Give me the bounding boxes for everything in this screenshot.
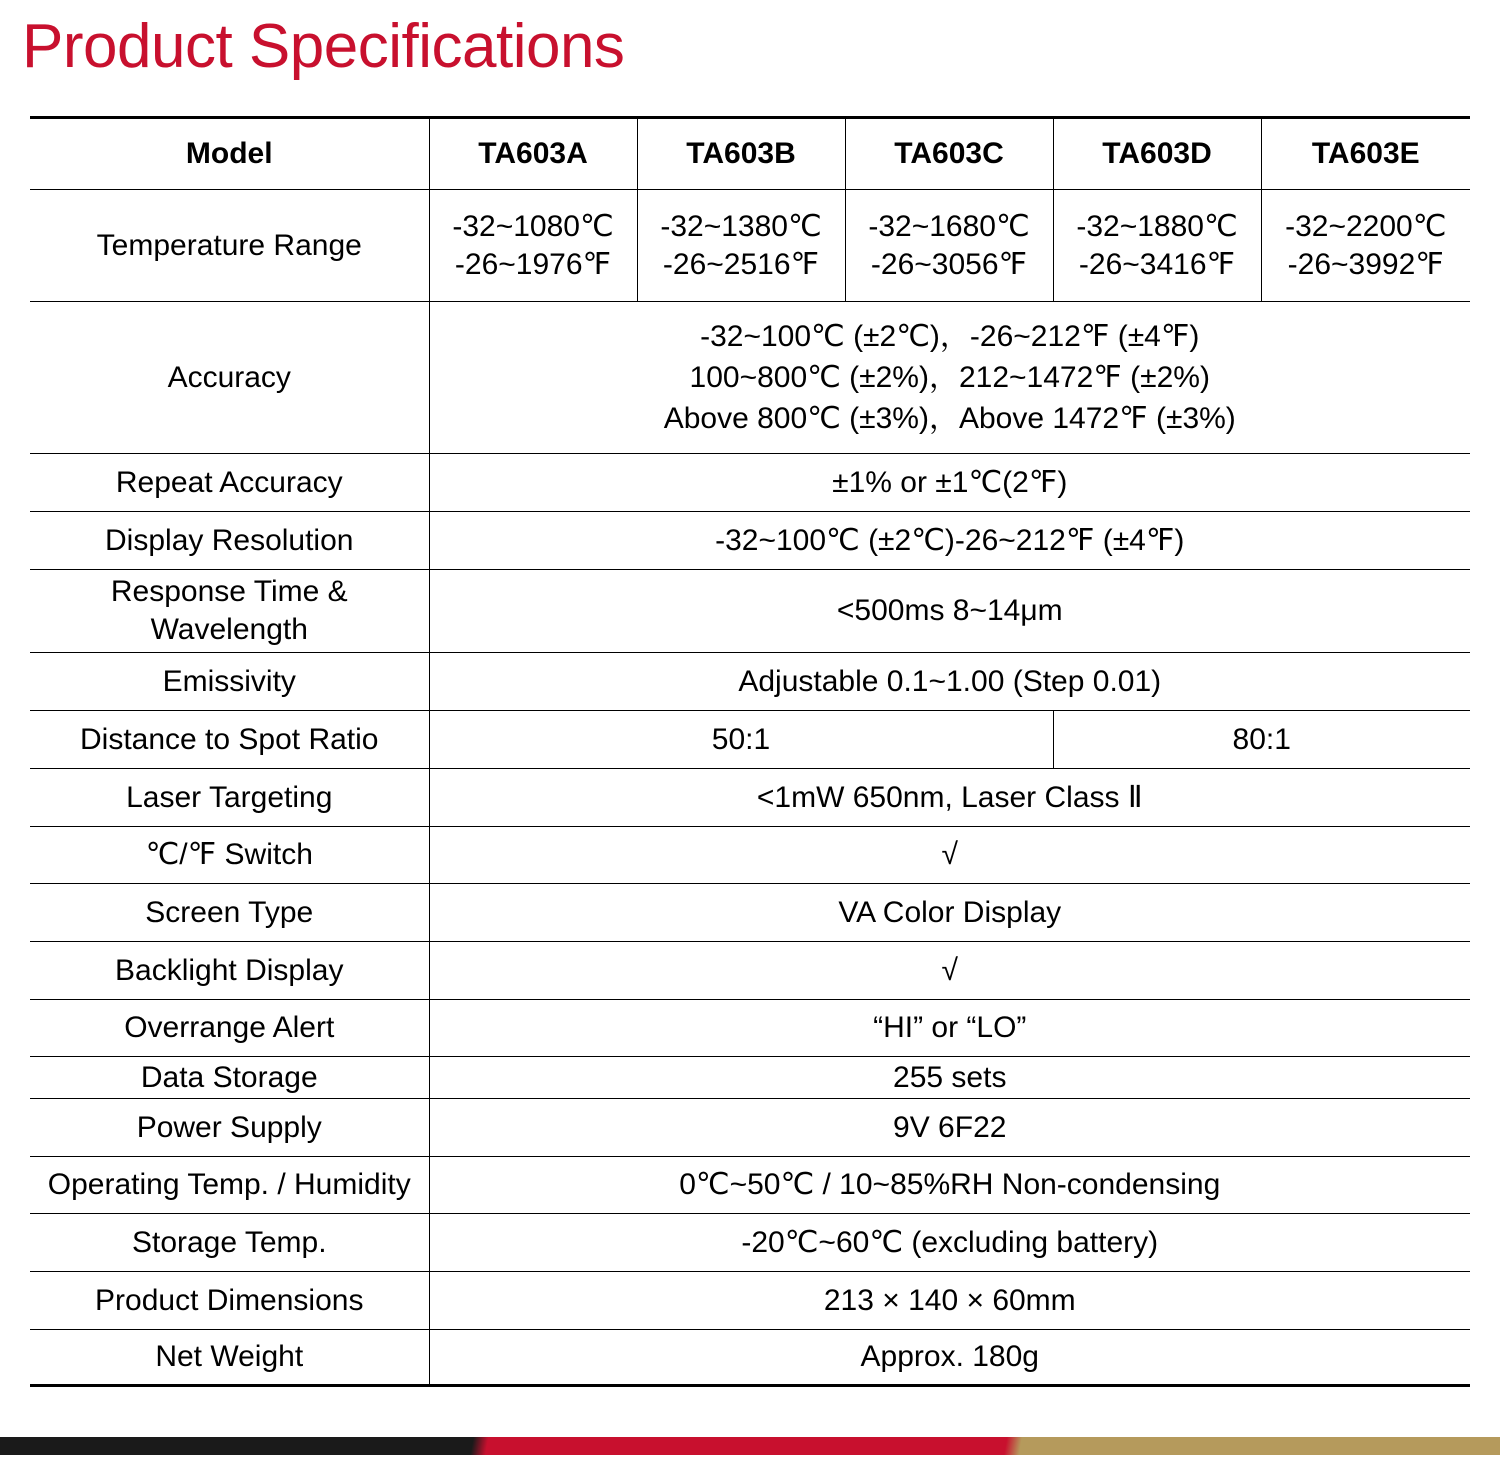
row-label: Data Storage: [30, 1057, 429, 1099]
row-label: Repeat Accuracy: [30, 454, 429, 512]
celsius-range: -32~1080℃: [452, 209, 614, 243]
display-resolution-value: -32~100℃ (±2℃)-26~212℉ (±4℉): [429, 512, 1470, 570]
overrange-alert-row: [30, 1000, 1470, 1057]
operating-temp-value: 0℃~50℃ / 10~85%RH Non-condensing: [429, 1157, 1470, 1214]
product-dimensions-row: [30, 1272, 1470, 1330]
data-storage-value: 255 sets: [429, 1057, 1470, 1099]
display-resolution-row: [30, 512, 1470, 570]
power-supply-row: [30, 1099, 1470, 1157]
power-supply-value: 9V 6F22: [429, 1099, 1470, 1157]
screen-type-value: VA Color Display: [429, 884, 1470, 942]
laser-targeting-value: <1mW 650nm, Laser Class Ⅱ: [429, 769, 1470, 827]
unit-switch-row: [30, 827, 1470, 884]
model-ta603c: TA603C: [845, 118, 1053, 190]
accuracy-row: [30, 302, 1470, 454]
response-time-value: <500ms 8~14μm: [429, 570, 1470, 653]
spec-table: [30, 116, 1470, 1387]
row-label: Power Supply: [30, 1099, 429, 1157]
row-label: Overrange Alert: [30, 1000, 429, 1057]
row-label: Operating Temp. / Humidity: [30, 1157, 429, 1214]
response-time-row: [30, 570, 1470, 653]
fahrenheit-range: -26~1976℉: [454, 247, 612, 281]
accuracy-value: [429, 302, 1470, 454]
row-label: [30, 570, 429, 653]
row-label: Temperature Range: [30, 190, 429, 302]
temp-range-ta603c: [845, 190, 1053, 302]
page-title: Product Specifications: [22, 12, 625, 81]
net-weight-row: [30, 1330, 1470, 1386]
overrange-alert-value: “HI” or “LO”: [429, 1000, 1470, 1057]
model-ta603b: TA603B: [637, 118, 845, 190]
row-label: Laser Targeting: [30, 769, 429, 827]
laser-targeting-row: [30, 769, 1470, 827]
accuracy-line: -32~100℃ (±2℃)，-26~212℉ (±4℉): [700, 320, 1200, 353]
row-label: Screen Type: [30, 884, 429, 942]
emissivity-value: Adjustable 0.1~1.00 (Step 0.01): [429, 653, 1470, 711]
row-label: Distance to Spot Ratio: [30, 711, 429, 769]
net-weight-value: Approx. 180g: [429, 1330, 1470, 1386]
fahrenheit-range: -26~2516℉: [662, 247, 820, 281]
fahrenheit-range: -26~3416℉: [1078, 247, 1236, 281]
model-ta603d: TA603D: [1053, 118, 1261, 190]
temp-range-ta603b: [637, 190, 845, 302]
storage-temp-value: -20℃~60℃ (excluding battery): [429, 1214, 1470, 1272]
data-storage-row: [30, 1057, 1470, 1099]
temperature-range-row: [30, 190, 1470, 302]
temp-range-ta603a: [429, 190, 637, 302]
model-ta603e: TA603E: [1261, 118, 1470, 190]
backlight-display-row: [30, 942, 1470, 1000]
storage-temp-row: [30, 1214, 1470, 1272]
repeat-accuracy-row: [30, 454, 1470, 512]
row-label-line: Response Time &: [110, 575, 348, 608]
operating-temp-row: [30, 1157, 1470, 1214]
row-label: Product Dimensions: [30, 1272, 429, 1330]
fahrenheit-range: -26~3056℉: [870, 247, 1028, 281]
row-label: ℃/℉ Switch: [30, 827, 429, 884]
celsius-range: -32~1880℃: [1076, 209, 1238, 243]
row-label: Backlight Display: [30, 942, 429, 1000]
accuracy-line: Above 800℃ (±3%)，Above 1472℉ (±3%): [663, 402, 1236, 435]
distance-to-spot-row: [30, 711, 1470, 769]
row-label: Emissivity: [30, 653, 429, 711]
celsius-range: -32~2200℃: [1285, 209, 1447, 243]
row-label: Storage Temp.: [30, 1214, 429, 1272]
check-mark-icon: √: [429, 942, 1470, 1000]
emissivity-row: [30, 653, 1470, 711]
row-label-line: Wavelength: [150, 613, 308, 646]
distance-to-spot-value-a: 50:1: [429, 711, 1053, 769]
check-mark-icon: √: [429, 827, 1470, 884]
temp-range-ta603e: [1261, 190, 1470, 302]
fahrenheit-range: -26~3992℉: [1287, 247, 1444, 281]
row-label: Display Resolution: [30, 512, 429, 570]
model-header: Model: [30, 118, 429, 190]
screen-type-row: [30, 884, 1470, 942]
row-label: Accuracy: [30, 302, 429, 454]
header-row: [30, 118, 1470, 190]
repeat-accuracy-value: ±1% or ±1℃(2℉): [429, 454, 1470, 512]
celsius-range: -32~1680℃: [868, 209, 1030, 243]
accuracy-line: 100~800℃ (±2%)，212~1472℉ (±2%): [689, 361, 1210, 394]
decorative-bottom-bar: [0, 1437, 1500, 1455]
model-ta603a: TA603A: [429, 118, 637, 190]
temp-range-ta603d: [1053, 190, 1261, 302]
product-dimensions-value: 213 × 140 × 60mm: [429, 1272, 1470, 1330]
distance-to-spot-value-b: 80:1: [1053, 711, 1470, 769]
celsius-range: -32~1380℃: [660, 209, 822, 243]
row-label: Net Weight: [30, 1330, 429, 1386]
